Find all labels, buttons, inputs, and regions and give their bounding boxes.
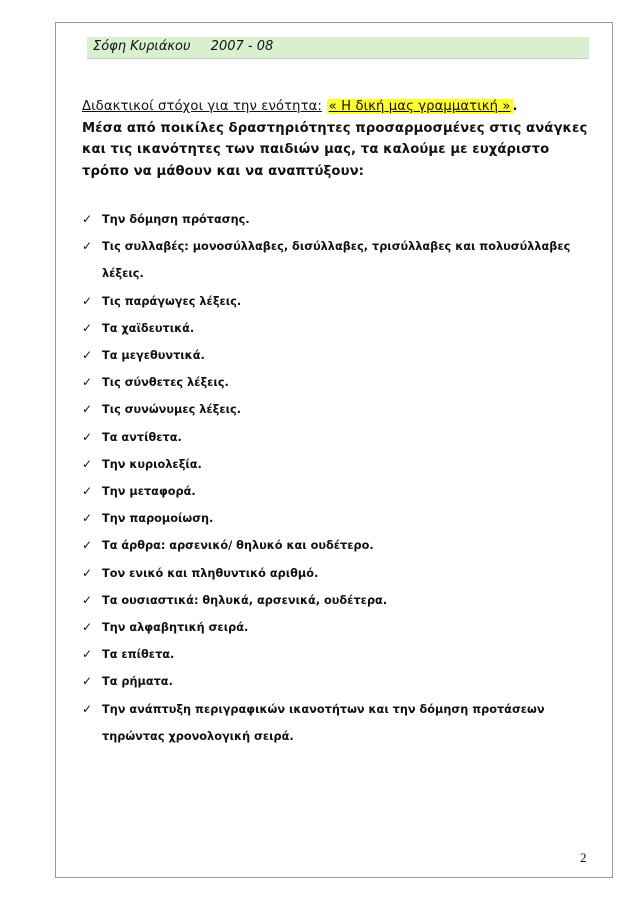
checkmark-icon: ✓ — [82, 320, 93, 335]
checkmark-icon: ✓ — [82, 701, 93, 716]
checkmark-icon: ✓ — [82, 456, 93, 471]
checklist-item — [82, 505, 602, 532]
heading-label: Διδακτικοί στόχοι για την ενότητα: — [82, 99, 322, 114]
checklist-item-text: Την δόμηση πρότασης. — [102, 213, 250, 226]
checklist-item — [82, 451, 602, 478]
checklist-item — [82, 560, 602, 587]
checklist-item-text: Τα χαϊδευτικά. — [102, 321, 195, 335]
checklist-item — [82, 315, 602, 342]
intro-heading — [82, 96, 592, 118]
checklist-item-text: Τις συνώνυμες λέξεις. — [102, 403, 242, 417]
checkmark-icon: ✓ — [82, 239, 93, 254]
objectives-checklist — [82, 206, 602, 750]
checklist-item — [82, 369, 602, 396]
checkmark-icon: ✓ — [82, 565, 93, 580]
checklist-item — [82, 641, 602, 668]
header-year: 2007 - 08 — [210, 39, 274, 54]
checklist-item-text: Τις συλλαβές: μονοσύλλαβες, δισύλλαβες, τρισύλλαβες και πολυσύλλαβες λέξεις. — [102, 240, 571, 281]
checkmark-icon: ✓ — [82, 592, 93, 607]
checklist-item — [82, 424, 602, 451]
page-number: 2 — [580, 850, 587, 865]
checklist-item-text: Την παρομοίωση. — [102, 512, 214, 526]
checklist-item-text: Τις παράγωγες λέξεις. — [102, 294, 242, 308]
checkmark-icon: ✓ — [82, 647, 93, 662]
heading-end: . — [512, 99, 518, 114]
header-text — [93, 39, 273, 54]
checkmark-icon: ✓ — [82, 375, 93, 390]
checklist-item-text: Τα άρθρα: αρσενικό/ θηλυκό και ουδέτερο. — [102, 539, 374, 553]
checklist-item — [82, 206, 602, 233]
checkmark-icon: ✓ — [82, 674, 93, 689]
checklist-item — [82, 233, 602, 287]
checklist-item-text: Τον ενικό και πληθυντικό αριθμό. — [102, 566, 319, 580]
checklist-item-text: Τα ουσιαστικά: θηλυκά, αρσενικά, ουδέτερα. — [102, 593, 388, 607]
checklist-item-text: Την κυριολεξία. — [102, 457, 202, 471]
checkmark-icon: ✓ — [82, 484, 93, 499]
checkmark-icon: ✓ — [82, 538, 93, 553]
checklist-item — [82, 614, 602, 641]
checklist-item-text: Την ανάπτυξη περιγραφικών ικανοτήτων και την δόμηση προτάσεων τηρώντας χρονολογική σειρά. — [102, 702, 545, 743]
intro-body: Μέσα από ποικίλες δραστηριότητες προσαρμοσμένες στις ανάγκες και τις ικανότητες των παιδιών μας, τα καλούμε με ευχάριστο τρόπο να μάθουν και να αναπτύξουν: — [82, 120, 588, 179]
checkmark-icon: ✓ — [82, 402, 93, 417]
header-author: Σόφη Κυριάκου — [93, 39, 191, 54]
checklist-item — [82, 587, 602, 614]
checkmark-icon: ✓ — [82, 511, 93, 526]
checklist-item — [82, 478, 602, 505]
checklist-item-text: Την μεταφορά. — [102, 485, 196, 499]
checkmark-icon: ✓ — [82, 293, 93, 308]
checkmark-icon: ✓ — [82, 348, 93, 363]
checklist-item — [82, 532, 602, 559]
intro-section — [82, 96, 592, 182]
checkmark-icon: ✓ — [82, 620, 93, 635]
checklist-item-text: Τα αντίθετα. — [102, 430, 182, 444]
checklist-item-text: Την αλφαβητική σειρά. — [102, 621, 249, 635]
checklist-item — [82, 342, 602, 369]
checklist-item-text: Τις σύνθετες λέξεις. — [102, 376, 229, 390]
checklist-item — [82, 288, 602, 315]
checklist-item-text: Τα ρήματα. — [102, 675, 173, 689]
checkmark-icon: ✓ — [82, 429, 93, 444]
checklist-item — [82, 696, 602, 750]
checklist-item-text: Τα επίθετα. — [102, 648, 175, 662]
checklist-item — [82, 396, 602, 423]
checkmark-icon: ✓ — [82, 212, 93, 226]
unit-title: « Η δική μας γραμματική » — [328, 99, 511, 114]
checklist-item — [82, 668, 602, 695]
checklist-item-text: Τα μεγεθυντικά. — [102, 349, 205, 363]
page-header — [87, 37, 589, 59]
